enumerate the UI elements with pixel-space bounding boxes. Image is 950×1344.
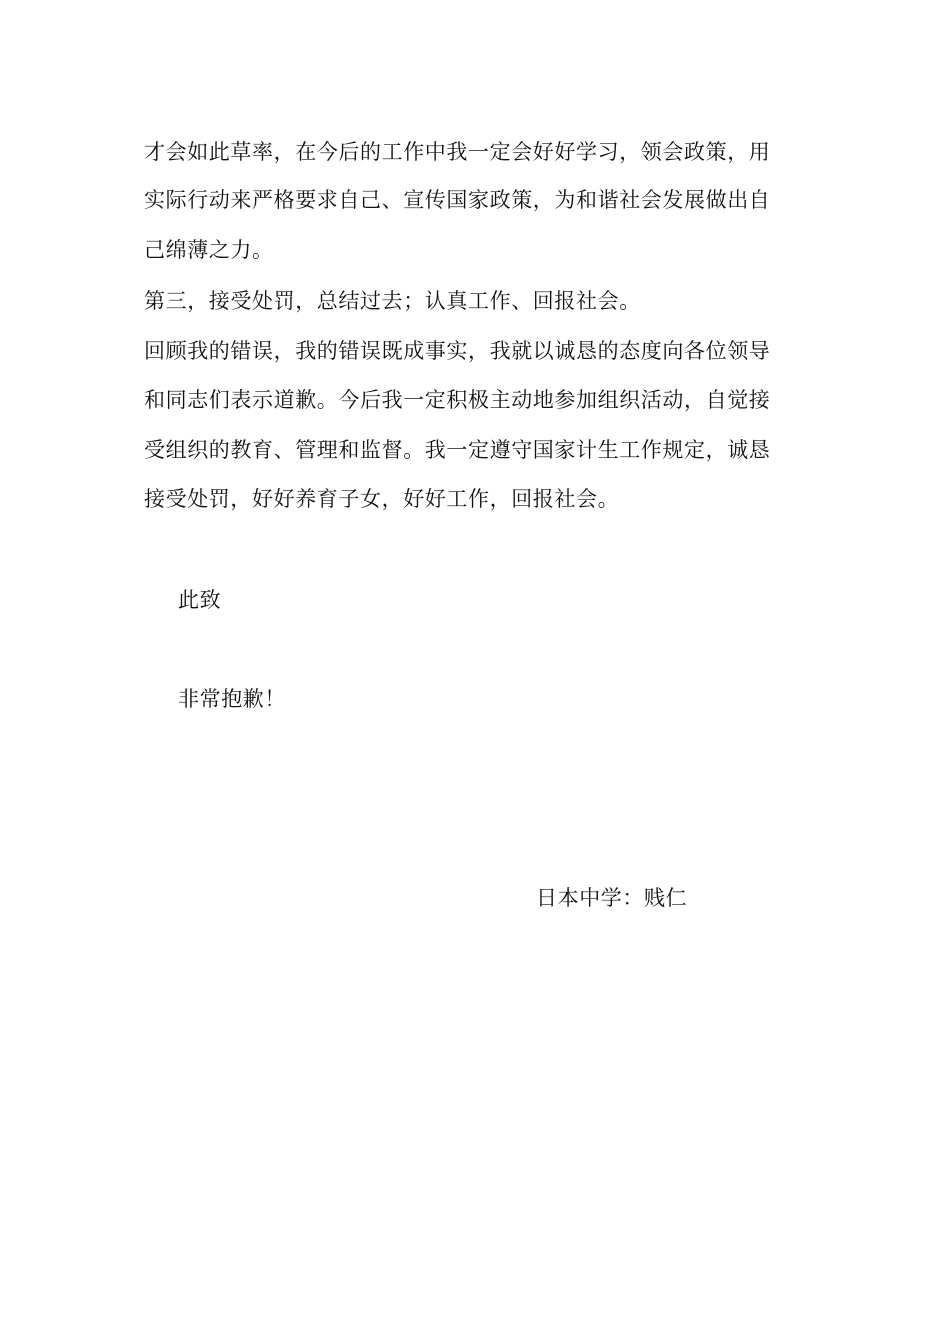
section-heading: 第三，接受处罚，总结过去；认真工作、回报社会。 xyxy=(144,289,641,313)
signature: 日本中学：贱仁 xyxy=(536,886,688,910)
paragraph-line: 才会如此草率，在今后的工作中我一定会好好学习，领会政策，用 xyxy=(144,140,771,164)
closing-text: 此致 xyxy=(178,588,222,612)
paragraph-line: 和同志们表示道歉。今后我一定积极主动地参加组织活动，自觉接 xyxy=(144,388,771,412)
paragraph-line: 接受处罚，好好养育子女，好好工作，回报社会。 xyxy=(144,487,620,511)
paragraph-line: 受组织的教育、管理和监督。我一定遵守国家计生工作规定，诚恳 xyxy=(144,438,771,462)
paragraph-line: 己绵薄之力。 xyxy=(144,238,274,262)
paragraph-line: 回顾我的错误，我的错误既成事实，我就以诚恳的态度向各位领导 xyxy=(144,339,771,363)
paragraph-line: 实际行动来严格要求自己、宣传国家政策，为和谐社会发展做出自 xyxy=(144,188,771,212)
apology-text: 非常抱歉！ xyxy=(178,687,286,711)
